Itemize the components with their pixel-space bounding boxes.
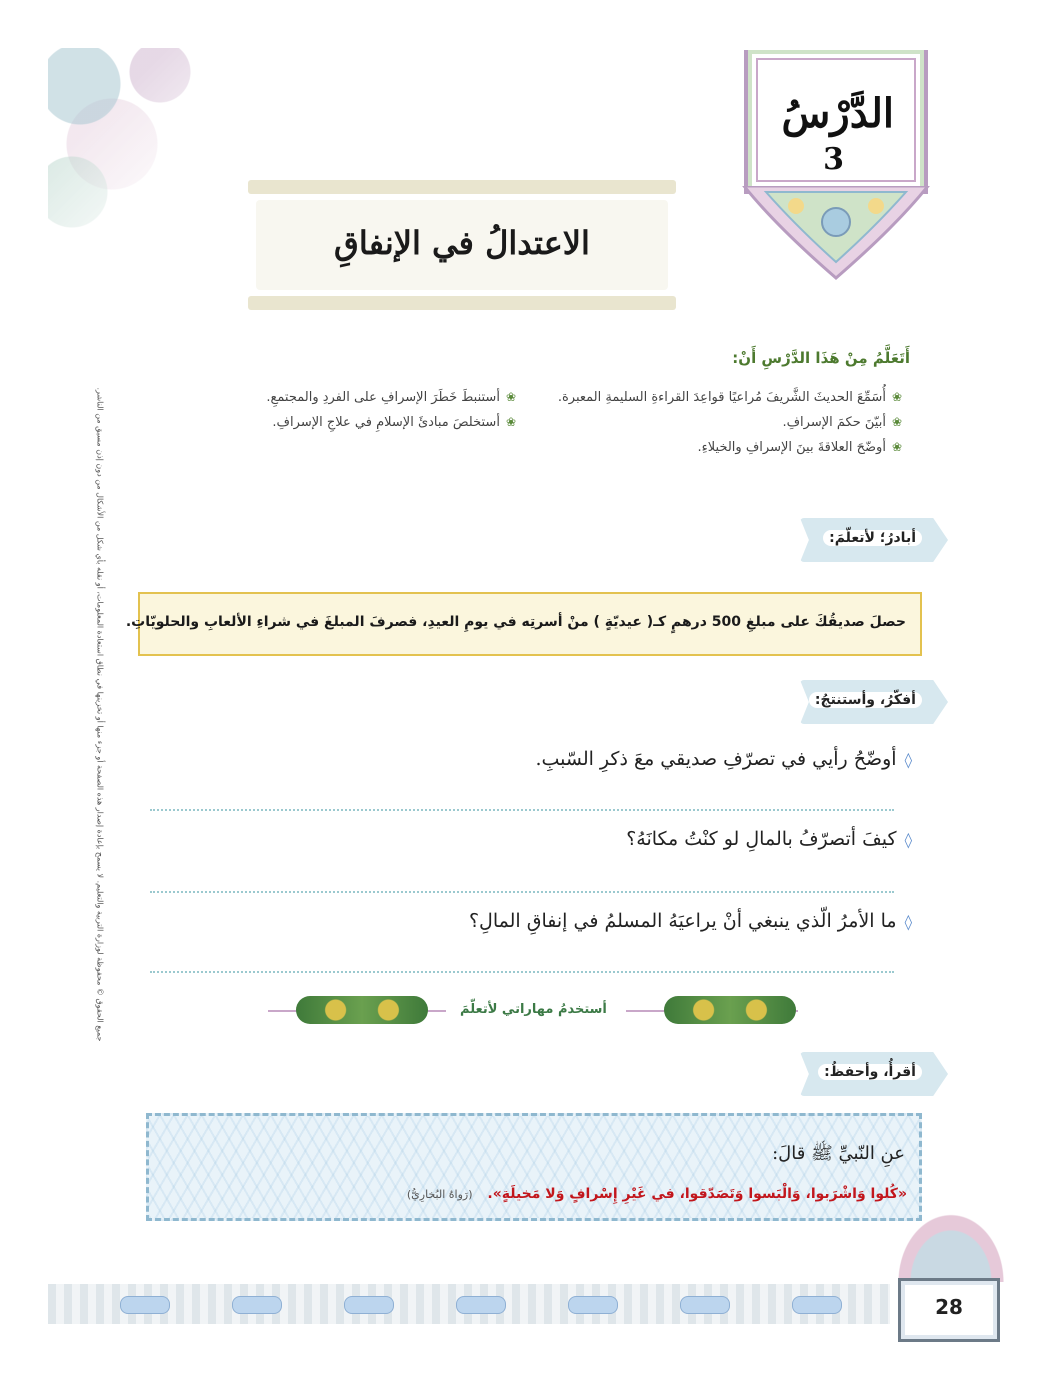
- section-tab-start: [800, 518, 948, 562]
- answer-line[interactable]: [150, 809, 894, 811]
- corner-ornament: [48, 48, 208, 288]
- section-label-think: أفكّرُ، وأستنتجُ:: [809, 692, 922, 708]
- objective-item: ❀ أوضّحَ العلاقةَ بينَ الإسرافِ والخيلاءِ.: [522, 435, 902, 460]
- objectives-list-left: [216, 385, 516, 435]
- hadith-box: [146, 1113, 922, 1221]
- diamond-icon: ◊: [904, 913, 912, 931]
- ribbon-ornament-icon: [664, 996, 796, 1024]
- section-tab-read: [800, 1052, 948, 1096]
- objective-item: ❀ أبيّنَ حكمَ الإسرافِ.: [522, 410, 902, 435]
- ribbon-ornament-icon: [296, 996, 428, 1024]
- answer-line[interactable]: [150, 891, 894, 893]
- footer-ornament: [680, 1296, 730, 1314]
- section-label-start: أبادرُ؛ لأتعلّمَ:: [823, 530, 922, 546]
- copyright-note: جميع الحقوق © محفوظة لوزارة التربية والتعليم. لا يسمح بإعادة إصدار هذه الصفحة أو جزء منها أو تخزينها في نطاق استعادة المعلومات، أو نقله بأي شكل من الأشكال من دون إذن مسبق من الناشر.: [95, 387, 105, 1042]
- footer-ornament: [792, 1296, 842, 1314]
- question-text: كيفَ أتصرّفُ بالمالِ لو كنْتُ مكانَهُ؟: [626, 828, 897, 850]
- footer-ornament: [232, 1296, 282, 1314]
- hadith-quote: «كُلوا وَاشْرَبوا، وَالْبَسوا وَتَصَدّقوا، في غَيْرِ إِسْرافٍ وَلا مَخيلَةٍ».: [487, 1186, 907, 1202]
- objective-item: ❀ أستخلصَ مبادئَ الإسلامِ في علاجِ الإسرافِ.: [216, 410, 516, 435]
- banner-bottom-band: [248, 296, 676, 310]
- footer-ornament: [344, 1296, 394, 1314]
- hadith-text: [407, 1186, 907, 1202]
- question-item: [626, 828, 912, 850]
- question-text: ما الأمرُ الّذي ينبغي أنْ يراعيَهُ المسلمُ في إنفاقِ المالِ؟: [468, 910, 897, 932]
- skills-label: أستخدمُ مهاراتي لأتعلّمَ: [460, 1002, 607, 1017]
- objectives-heading: أَتَعَلَّمُ مِنْ هَذَا الدَّرْسِ أَنْ:: [732, 349, 910, 367]
- diamond-icon: ◊: [904, 751, 912, 769]
- question-item: [469, 910, 912, 932]
- footer-ornament: [568, 1296, 618, 1314]
- lesson-number: 3: [823, 142, 844, 177]
- scenario-text: حصلَ صديقُكَ على مبلغِ 500 درهمٍ كـ( عيديّةٍ ) منْ أسرتِه في يومِ العيدِ، فصرفَ المبلغَ في شراءِ الألعابِ والحلويّاتِ.: [125, 614, 906, 630]
- banner-top-band: [248, 180, 676, 194]
- objectives-list-right: [522, 385, 902, 460]
- title-banner: [248, 180, 676, 310]
- footer-ornament: [456, 1296, 506, 1314]
- page-number: 28: [935, 1295, 963, 1319]
- page-title: الاعتدالُ في الإنفاقِ: [334, 224, 590, 262]
- answer-line[interactable]: [150, 971, 894, 973]
- diamond-icon: ◊: [904, 831, 912, 849]
- section-label-read: أقرأُ، وأحفظُ:: [818, 1064, 922, 1080]
- section-tab-think: [800, 680, 948, 724]
- question-text: أوضّحُ رأيي في تصرّفِ صديقي معَ ذكرِ السّببِ.: [535, 748, 897, 770]
- page-number-box: [898, 1278, 1000, 1342]
- objective-item: ❀ أستنبطَ خَطَرَ الإسرافِ على الفردِ والمجتمعِ.: [216, 385, 516, 410]
- lesson-badge-frame: [744, 50, 928, 194]
- corner-ornament-bottom: [896, 1212, 1006, 1282]
- scenario-box: [125, 592, 922, 656]
- lesson-label: الدَّرْسُ: [781, 90, 894, 137]
- footer-ornament: [120, 1296, 170, 1314]
- question-item: [535, 748, 912, 770]
- hadith-intro: عنِ النّبيِّ ﷺ قالَ:: [772, 1143, 905, 1164]
- arabesque-ornament-icon: [736, 186, 936, 286]
- objective-item: ❀ أُسَمِّعَ الحديثَ الشَّريفَ مُراعيًا قواعِدَ القراءةِ السليمةِ المعبرة.: [522, 385, 902, 410]
- lesson-badge: [736, 50, 936, 278]
- hadith-source: (رَواهُ البُخارِيُّ): [406, 1188, 473, 1201]
